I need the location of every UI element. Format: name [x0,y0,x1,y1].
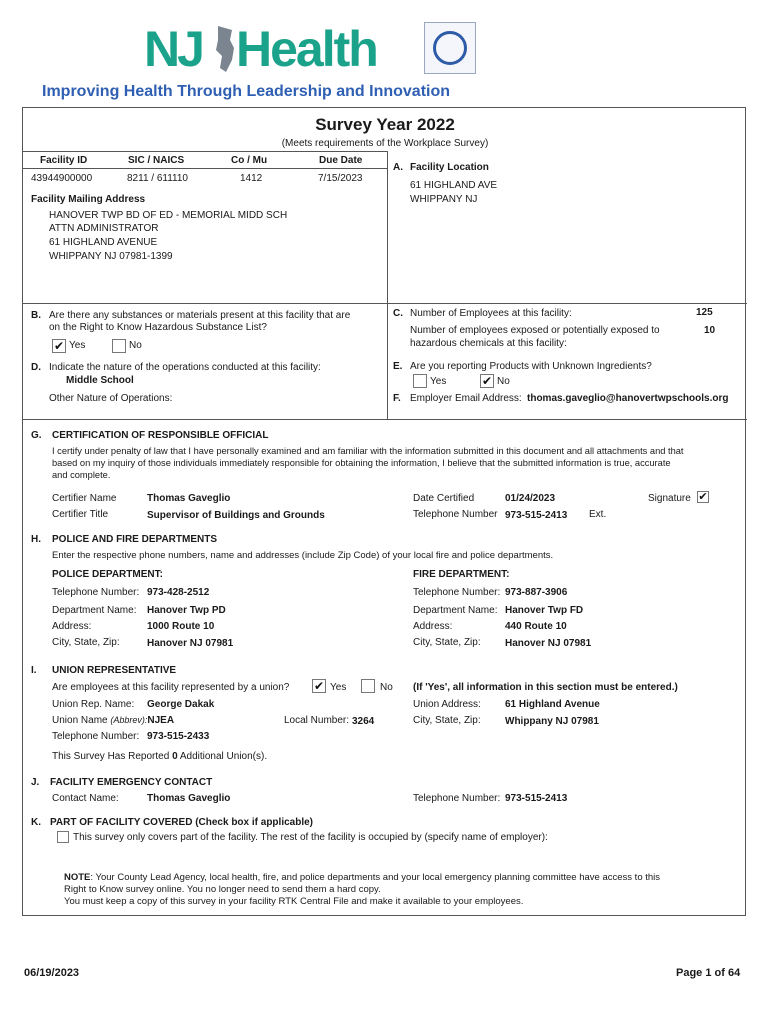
logo-brand-nj: NJ [144,21,202,77]
section-b-yes-checkbox[interactable]: ✔ [53,339,65,353]
fire-phone-label: Telephone Number: [413,587,501,598]
certifier-title-value: Supervisor of Buildings and Grounds [147,510,325,521]
union-address-value: 61 Highland Avenue [505,699,600,710]
date-certified-label: Date Certified [413,493,475,504]
section-b-no-checkbox[interactable] [112,339,126,353]
date-certified-value: 01/24/2023 [505,493,556,504]
footer-date: 06/19/2023 [24,967,80,979]
additional-unions-text [52,751,267,762]
section-c-letter: C. [393,308,403,319]
nj-state-shape-icon [212,26,236,74]
page-subtitle: (Meets requirements of the Workplace Survey) [281,138,489,149]
certifier-phone-value: 973-515-2413 [505,510,568,521]
emergency-phone-label: Telephone Number: [413,793,501,804]
union-city-label: City, State, Zip: [413,715,481,726]
section-b-question: Are there any substances or materials present at this facility that are [49,310,351,321]
police-name-label: Department Name: [52,605,137,616]
employer-email-label: Employer Email Address: [410,393,522,404]
note-label: NOTE [64,872,91,883]
police-city-label: City, State, Zip: [52,637,120,648]
section-h-title: POLICE AND FIRE DEPARTMENTS [52,534,218,545]
mailing-address-line: 61 HIGHLAND AVENUE [49,237,158,248]
union-rep-value: George Dakak [147,699,215,710]
section-b-letter: B. [31,310,41,321]
signature-label: Signature [648,493,691,504]
exposed-label-cont: hazardous chemicals at this facility: [410,338,567,349]
certifier-name-value: Thomas Gaveglio [147,493,231,504]
facility-id-value: 43944900000 [31,173,93,184]
section-b-no-label: No [129,340,142,351]
union-address-label: Union Address: [413,699,481,710]
additional-unions-suffix: Additional Union(s). [177,751,268,762]
col-header-due-date: Due Date [319,155,363,166]
section-i-letter: I. [31,665,37,676]
fire-phone-value: 973-887-3906 [505,587,568,598]
union-yes-label: Yes [330,682,347,693]
certifier-phone-label: Telephone Number [413,509,498,520]
seal-emblem-icon [433,31,467,65]
col-header-co-mu: Co / Mu [231,155,268,166]
union-name-label-text: Union Name [52,715,108,726]
section-e-yes-label: Yes [430,376,447,387]
union-question: Are employees at this facility represented by a union? [52,682,290,693]
col-header-facility-id: Facility ID [40,155,88,166]
union-city-value: Whippany NJ 07981 [505,716,599,727]
exposed-label: Number of employees exposed or potentially exposed to [410,325,660,336]
police-city-value: Hanover NJ 07981 [147,638,234,649]
other-nature-label: Other Nature of Operations: [49,393,173,404]
additional-unions-count: 0 [172,751,178,762]
local-number-label: Local Number: [284,715,350,726]
fire-city-value: Hanover NJ 07981 [505,638,592,649]
divider [22,419,747,420]
section-d-question: Indicate the nature of the operations conducted at this facility: [49,362,321,373]
employees-label: Number of Employees at this facility: [410,308,572,319]
page-title: Survey Year 2022 [315,115,455,134]
divider [22,151,387,152]
certification-text: and complete. [52,470,111,480]
section-h-instructions: Enter the respective phone numbers, name and addresses (include Zip Code) of your local fire and police departments. [52,550,554,561]
section-f-letter: F. [393,393,401,404]
emergency-contact-value: Thomas Gaveglio [147,793,231,804]
section-j-title: FACILITY EMERGENCY CONTACT [50,777,213,788]
section-e-no-checkbox[interactable]: ✔ [481,374,493,388]
section-k-title: PART OF FACILITY COVERED (Check box if applicable) [50,817,313,828]
union-phone-label: Telephone Number: [52,731,140,742]
co-mu-value: 1412 [240,173,263,184]
note-line-3: You must keep a copy of this survey in your facility RTK Central File and make it available to your employees. [64,896,524,907]
police-phone-value: 973-428-2512 [147,587,210,598]
police-address-label: Address: [52,621,92,632]
section-b-yes-label: Yes [69,340,86,351]
union-name-label [52,715,174,726]
sic-naics-value: 8211 / 611110 [127,173,188,184]
additional-unions-prefix: This Survey Has Reported [52,751,173,762]
union-rep-label: Union Rep. Name: [52,699,135,710]
divider [22,168,387,169]
facility-location-line: 61 HIGHLAND AVE [410,180,498,191]
section-i-title: UNION REPRESENTATIVE [52,665,177,676]
emergency-phone-value: 973-515-2413 [505,793,568,804]
local-number-value: 3264 [352,716,375,727]
union-no-checkbox[interactable] [361,679,375,693]
section-e-no-label: No [497,376,510,387]
section-g-letter: G. [31,430,42,441]
union-name-abbrev: (Abbrev): [110,715,148,725]
logo-seal [424,22,476,74]
logo-brand-health: Health [236,21,377,77]
section-d-letter: D. [31,362,41,373]
section-j-letter: J. [31,777,40,788]
fire-name-value: Hanover Twp FD [505,605,584,616]
mailing-address-line: ATTN ADMINISTRATOR [49,223,159,234]
section-a-letter: A. [393,162,403,173]
certifier-title-label: Certifier Title [52,509,109,520]
emergency-contact-label: Contact Name: [52,793,119,804]
exposed-value: 10 [704,325,716,336]
njhealth-logo [40,20,480,105]
section-b-question-cont: on the Right to Know Hazardous Substance List? [49,322,267,333]
partial-facility-checkbox[interactable] [57,831,69,843]
note-line-1 [64,872,660,883]
police-phone-label: Telephone Number: [52,587,140,598]
fire-address-value: 440 Route 10 [505,621,567,632]
partial-facility-text: This survey only covers part of the facility. The rest of the facility is occupied by (specify name of employer): [73,832,548,843]
ext-label: Ext. [589,509,607,520]
fire-address-label: Address: [413,621,453,632]
signature-checkbox[interactable]: ✔ [698,491,708,503]
due-date-value: 7/15/2023 [318,173,363,184]
fire-heading: FIRE DEPARTMENT: [413,569,510,580]
mailing-address-line: WHIPPANY NJ 07981-1399 [49,251,173,262]
footer-page-number: Page 1 of 64 [676,967,741,979]
certifier-name-label: Certifier Name [52,493,117,504]
note-text: : Your County Lead Agency, local health, fire, and police departments and your local emergency planning committee have access to this [90,872,661,883]
union-note: (If 'Yes', all information in this section must be entered.) [413,682,678,693]
employees-value: 125 [696,307,713,318]
section-h-letter: H. [31,534,41,545]
fire-name-label: Department Name: [413,605,498,616]
note-line-2: Right to Know survey online. You no longer need to send them a hard copy. [64,884,381,895]
facility-location-line: WHIPPANY NJ [410,194,478,205]
fire-city-label: City, State, Zip: [413,637,481,648]
certification-text: I certify under penalty of law that I have personally examined and am familiar with the information submitted in this document and all attachments and that [52,446,684,456]
section-e-letter: E. [393,361,403,372]
divider [22,303,747,304]
union-yes-checkbox[interactable]: ✔ [313,679,325,693]
mailing-address-line: HANOVER TWP BD OF ED - MEMORIAL MIDD SCH [49,210,288,221]
police-heading: POLICE DEPARTMENT: [52,569,163,580]
section-k-letter: K. [31,817,41,828]
mailing-address-label: Facility Mailing Address [31,194,146,205]
nature-of-operations-value: Middle School [66,375,134,386]
union-name-value: NJEA [147,715,175,726]
police-address-value: 1000 Route 10 [147,621,215,632]
logo-tagline: Improving Health Through Leadership and Innovation [42,83,451,100]
union-no-label: No [380,682,393,693]
section-e-yes-checkbox[interactable] [413,374,427,388]
divider [387,151,388,419]
certification-text: based on my inquiry of those individuals immediately responsible for obtaining the information, I believe that the submitted information is true, accurate [52,458,671,468]
col-header-sic-naics: SIC / NAICS [128,155,185,166]
facility-location-label: Facility Location [410,162,489,173]
police-name-value: Hanover Twp PD [147,605,226,616]
section-e-question: Are you reporting Products with Unknown Ingredients? [410,361,652,372]
employer-email-value: thomas.gaveglio@hanovertwpschools.org [527,393,729,404]
section-g-title: CERTIFICATION OF RESPONSIBLE OFFICIAL [52,430,269,441]
union-phone-value: 973-515-2433 [147,731,210,742]
